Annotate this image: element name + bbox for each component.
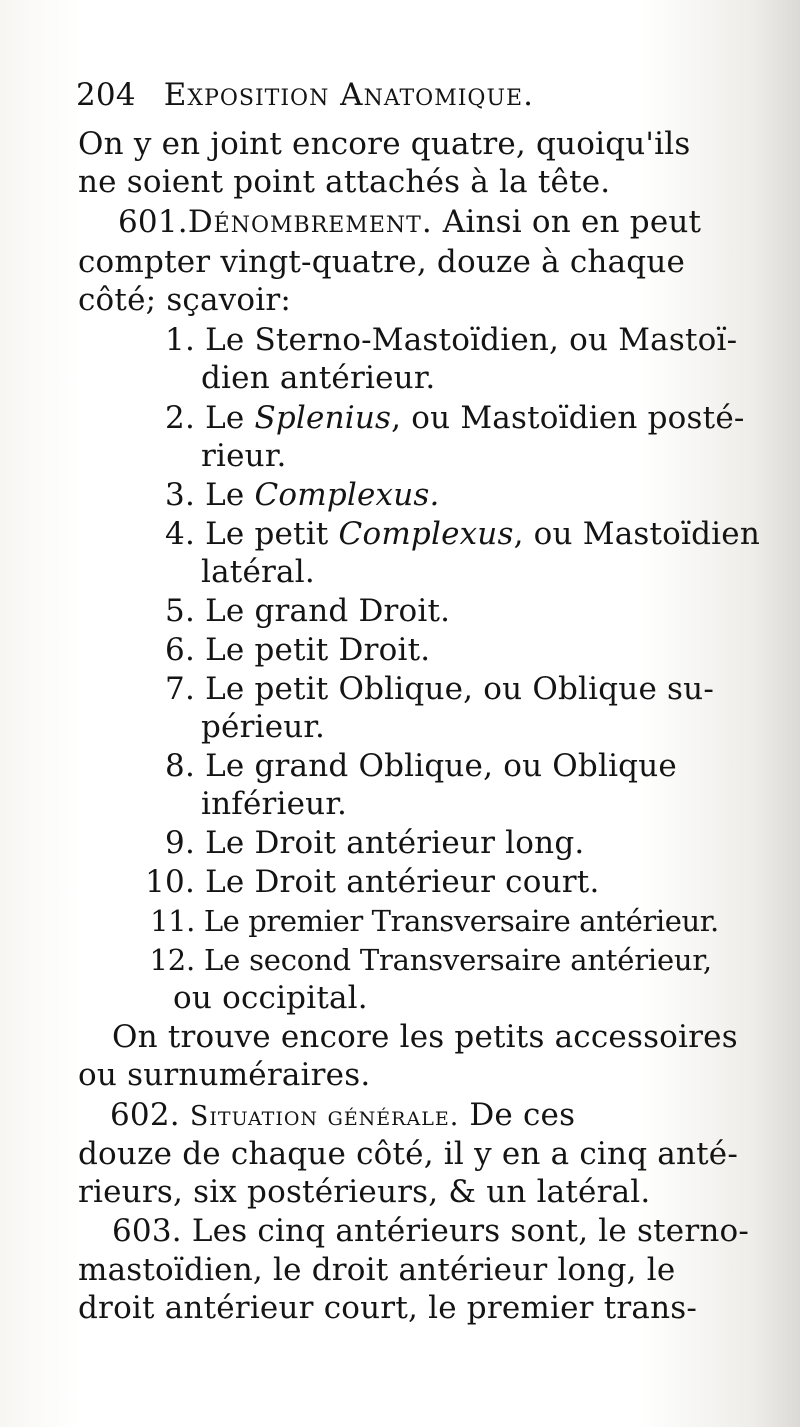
list-text-italic: Complexus.: [254, 477, 440, 513]
text-line: On trouve encore les petits accessoires: [112, 1019, 738, 1055]
text-line: ou surnuméraires.: [78, 1057, 371, 1093]
list-number: 8.: [165, 748, 195, 784]
list-text: Le Droit antérieur long.: [205, 825, 585, 861]
list-text: , ou Mastoïdien: [513, 516, 761, 552]
paragraph-number: 601.: [118, 204, 188, 240]
list-number: 2.: [165, 400, 195, 436]
text-line: côté; sçavoir:: [78, 282, 292, 318]
list-text: Le grand Droit.: [205, 593, 451, 629]
list-text: Le grand Oblique, ou Oblique: [205, 748, 677, 784]
list-number: 11.: [150, 904, 195, 938]
text-line: droit antérieur court, le premier trans-: [78, 1290, 698, 1326]
list-continuation: rieur.: [201, 438, 287, 474]
list-text: Le premier Transversaire antérieur.: [203, 904, 719, 938]
list-text: Le Sterno-Mastoïdien, ou Mastoï-: [205, 322, 738, 358]
list-item: [145, 670, 714, 708]
list-number: 12.: [149, 943, 195, 977]
list-continuation: inférieur.: [201, 786, 348, 822]
list-continuation: dien antérieur.: [201, 360, 436, 396]
list-number: 6.: [165, 632, 195, 668]
list-text: Le: [205, 477, 255, 513]
list-number: 10.: [145, 864, 195, 900]
list-number: 5.: [165, 593, 195, 629]
page-number: 204: [76, 77, 136, 113]
section-heading: Dénombrement.: [187, 204, 433, 240]
running-title: Exposition Anatomique.: [163, 77, 534, 113]
text-line: compter vingt-quatre, douze à chaque: [78, 244, 686, 280]
text-run: De ces: [469, 1097, 576, 1133]
list-number: 7.: [165, 671, 195, 707]
paragraph-601-line: [118, 203, 701, 241]
list-item: [145, 747, 677, 785]
list-continuation: latéral.: [201, 554, 315, 590]
list-item: [145, 592, 450, 630]
list-number: 3.: [165, 477, 195, 513]
list-number: 1.: [165, 322, 195, 358]
text-run: Les cinq antérieurs sont, le sterno-: [191, 1213, 750, 1249]
list-text: Le petit Oblique, ou Oblique su-: [205, 671, 715, 707]
paragraph-602-line: [110, 1096, 575, 1136]
list-text: Le petit Droit.: [205, 632, 431, 668]
list-item: [145, 321, 737, 359]
list-item: [145, 399, 745, 437]
list-item: [145, 824, 584, 862]
list-item: [140, 941, 712, 979]
list-item: [145, 476, 440, 514]
list-text: Le second Transversaire antérieur,: [204, 943, 712, 977]
text-run: Ainsi on en peut: [442, 204, 702, 240]
list-text: Le Droit antérieur court.: [205, 864, 600, 900]
list-text: Le petit: [205, 516, 339, 552]
list-item: [145, 515, 760, 553]
text-line: On y en joint encore quatre, quoiqu'ils: [78, 126, 691, 162]
list-text-italic: Splenius: [254, 400, 392, 436]
paragraph-number: 602.: [110, 1097, 180, 1133]
paragraph-603-line: [112, 1212, 749, 1250]
list-number: 4.: [165, 516, 195, 552]
list-number: 9.: [165, 825, 195, 861]
list-continuation: périeur.: [201, 709, 326, 745]
list-item: [140, 863, 600, 901]
paragraph-number: 603.: [112, 1213, 182, 1249]
list-item: [145, 631, 430, 669]
text-line: rieurs, six postérieurs, & un latéral.: [78, 1174, 651, 1210]
list-text-italic: Complexus: [338, 516, 514, 552]
text-line: douze de chaque côté, il y en a cinq anté-: [78, 1136, 739, 1172]
list-continuation: ou occipital.: [173, 980, 368, 1016]
section-heading: Situation générale.: [189, 1101, 460, 1132]
text-line: mastoïdien, le droit antérieur long, le: [78, 1252, 676, 1288]
list-text: Le: [205, 400, 255, 436]
text-line: ne soient point attachés à la tête.: [78, 164, 611, 200]
list-text: , ou Mastoïdien posté-: [391, 400, 745, 436]
running-head: [76, 76, 534, 114]
list-item: [140, 902, 719, 940]
